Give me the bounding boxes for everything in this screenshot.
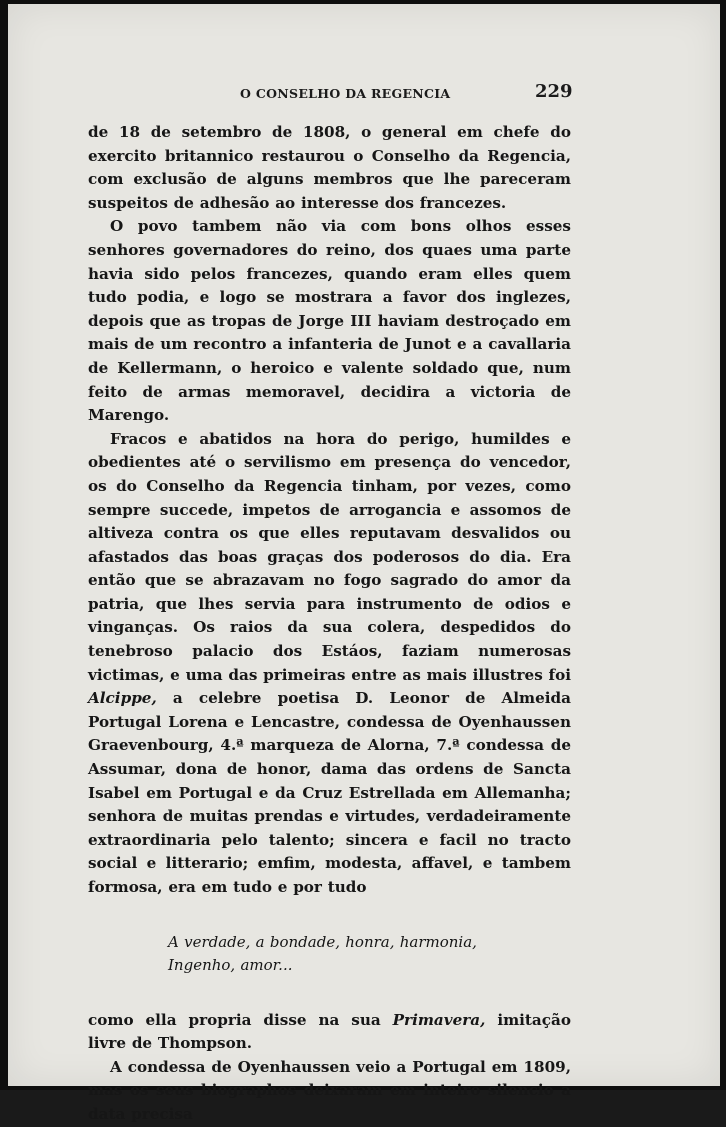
verse-line-2: Ingenho, amor... — [168, 955, 293, 974]
running-title: O CONSELHO DA REGENCIA — [240, 86, 451, 101]
paragraph-2: O povo tambem não via com bons olhos esses senhores governadores do reino, dos quaes uma parte havia sido pelos francezes, quando eram elles quem tudo podia, e logo se mostrara a favor dos inglezes, depois que as tropas de Jorge III haviam destroçado em mais de um recontro a infanteria de Junot e a cavallaria de Kellermann, o heroico e valente soldado que, num feito de armas memoravel, decidira a victoria de Marengo. — [88, 217, 571, 425]
verse-line-1: A verdade, a bondade, honra, harmonia, — [168, 932, 477, 951]
paragraph-3-part-a: Fracos e abatidos na hora do perigo, humildes e obedientes até o servilismo em presença do vencedor, os do Conselho da Regencia tinham, por vezes, como sempre succede, impetos de arrogancia e assomos de altiveza contra os que elles reputavam desvalidos ou afastados das boas graças dos poderosos do dia. Era então que se abrazavam no fogo sagrado do amor da patria, que lhes servia para instrumento de odios e vinganças. Os raios da sua colera, despedidos do tenebroso palacio dos Estáos, faziam numerosas victimas, e uma das primeiras entre as mais illustres foi — [88, 429, 571, 684]
paragraph-4-part-b: imitação livre de Thompson. — [88, 1010, 571, 1053]
verse-quote — [168, 931, 571, 977]
paragraph-3 — [88, 428, 571, 900]
primavera-title: Primavera, — [392, 1010, 486, 1029]
book-page — [8, 4, 720, 1123]
alcippe-name: Alcippe, — [88, 689, 157, 708]
body-text — [88, 121, 571, 1127]
paragraph-1: de 18 de setembro de 1808, o general em chefe do exercito britannico restaurou o Conselho da Regencia, com exclusão de alguns membros que lhe pareceram suspeitos de adhesão ao interesse dos francezes. — [88, 123, 571, 212]
paragraph-4 — [88, 1009, 571, 1056]
page-number: 229 — [535, 81, 573, 102]
paragraph-5: A condessa de Oyenhaussen veio a Portugal em 1809, mas os seus biographos deixaram em inteiro silencio a data precisa — [88, 1057, 571, 1123]
paragraph-3-part-b: a celebre poetisa D. Leonor de Almeida Portugal Lorena e Lencastre, condessa de Oyenhaussen Graevenbourg, 4.ª marqueza de Alorna, 7.ª condessa de Assumar, dona de honor, dama das ordens de Sancta Isabel em Portugal e da Cruz Estrellada em Allemanha; senhora de muitas prendas e virtudes, verdadeiramente extraordinaria pelo talento; sincera e facil no tracto social e litterario; emfim, modesta, affavel, e tambem formosa, era em tudo e por tudo — [88, 689, 571, 896]
page-header — [8, 80, 720, 110]
paragraph-4-part-a: como ella propria disse na sua — [88, 1010, 381, 1029]
